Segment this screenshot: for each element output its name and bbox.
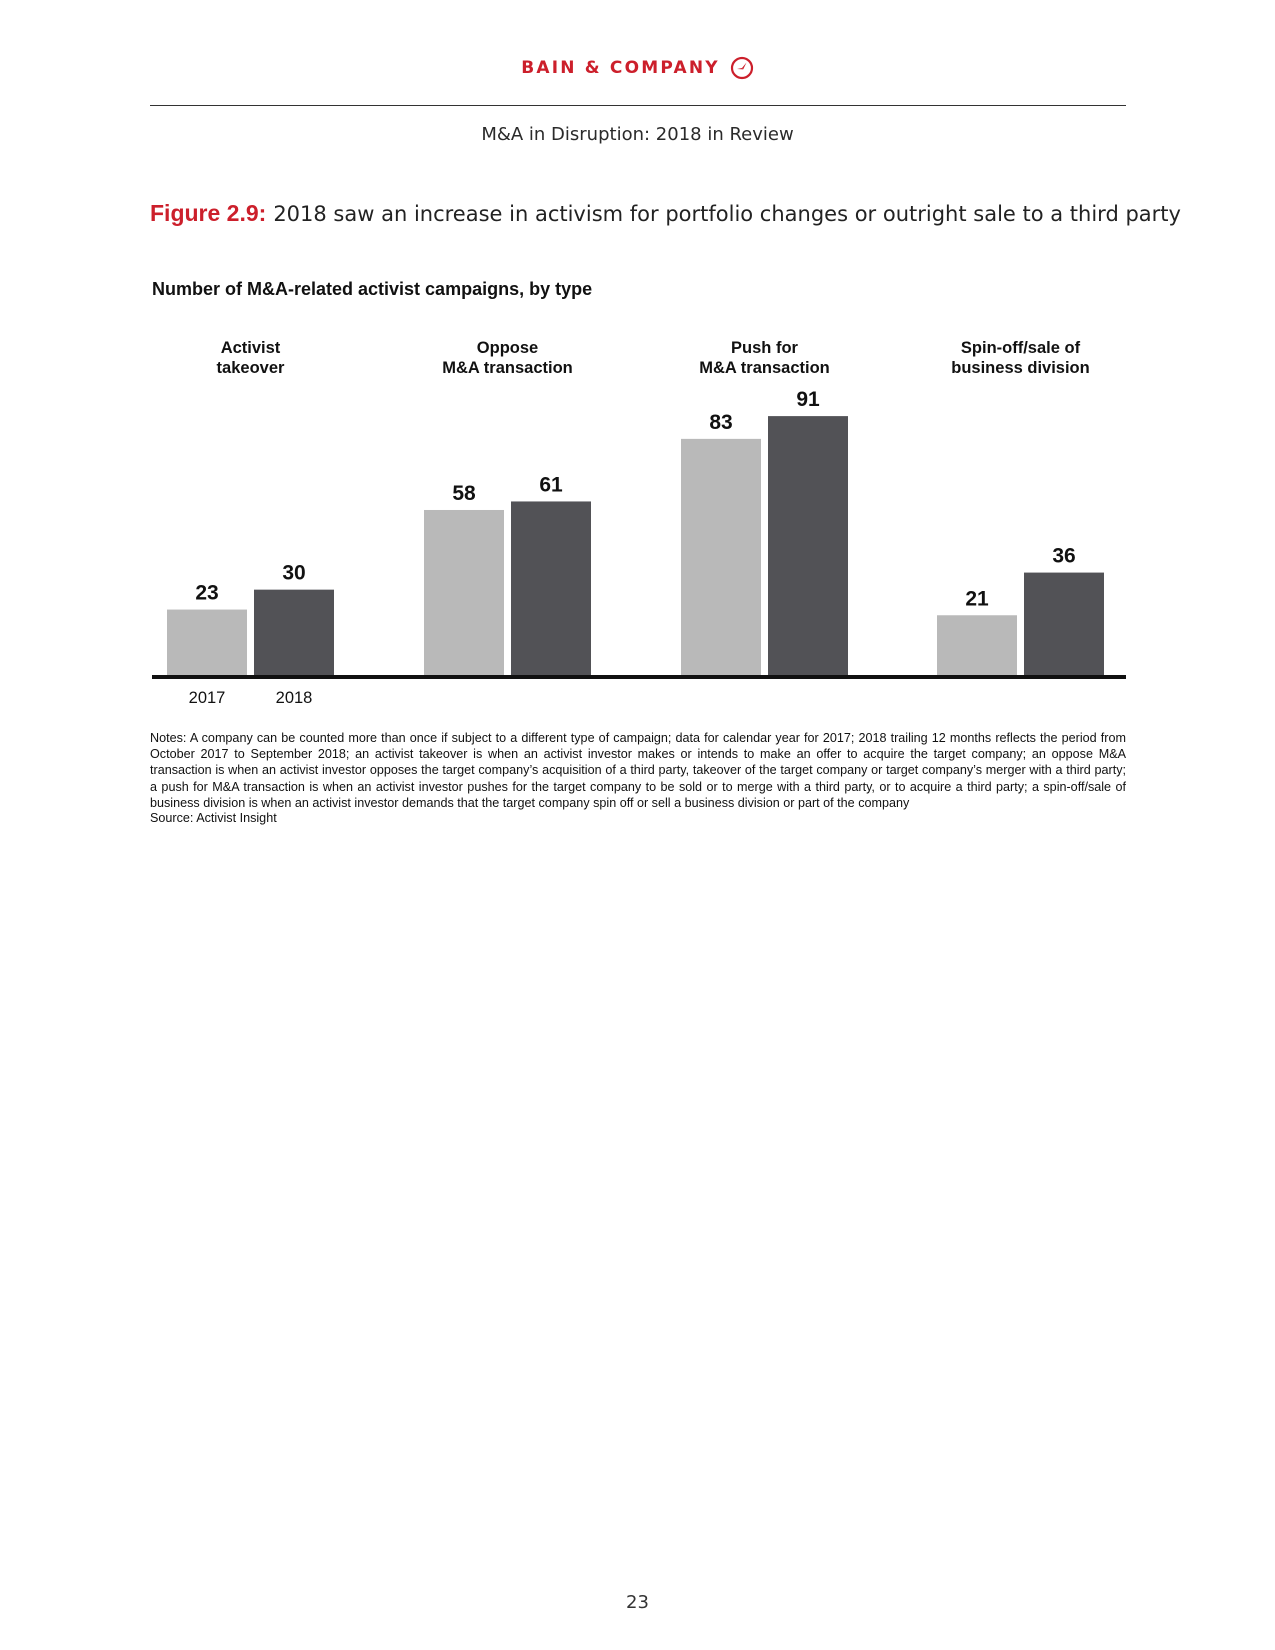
category-label: Oppose xyxy=(476,339,539,357)
data-label: 23 xyxy=(195,581,219,605)
chart-source: Source: Activist Insight xyxy=(150,811,277,825)
data-label: 91 xyxy=(796,388,820,412)
bar-2018 xyxy=(1024,573,1104,675)
data-label: 58 xyxy=(452,481,476,505)
data-label: 61 xyxy=(539,473,563,497)
bar-chart xyxy=(140,330,1140,720)
data-label: 36 xyxy=(1052,544,1076,568)
category-label: Spin-off/sale of xyxy=(960,339,1081,357)
data-label: 30 xyxy=(282,561,306,585)
figure-caption: 2018 saw an increase in activism for portfolio changes or outright sale to a third party xyxy=(273,202,1181,226)
category-label: M&A transaction xyxy=(442,359,573,377)
brand-header xyxy=(0,56,1275,80)
bar-2017 xyxy=(937,615,1017,675)
data-label: 21 xyxy=(965,587,989,611)
header-divider xyxy=(150,105,1126,106)
figure-label: Figure 2.9: xyxy=(150,200,267,226)
page-number: 23 xyxy=(626,1592,649,1613)
bar-2017 xyxy=(167,610,247,675)
data-label: 83 xyxy=(709,410,733,434)
category-label: Push for xyxy=(731,339,798,357)
category-label: business division xyxy=(951,359,1090,377)
category-label: takeover xyxy=(216,359,285,377)
x-tick-label: 2018 xyxy=(275,689,313,707)
report-title: M&A in Disruption: 2018 in Review xyxy=(481,124,794,145)
bar-2017 xyxy=(681,439,761,675)
figure-heading xyxy=(150,200,1181,227)
category-label: M&A transaction xyxy=(699,359,830,377)
x-tick-label: 2017 xyxy=(188,689,226,707)
category-label: Activist xyxy=(220,339,281,357)
bar-2018 xyxy=(254,590,334,675)
bar-2018 xyxy=(511,501,591,675)
chart-title: Number of M&A-related activist campaigns, by type xyxy=(152,279,593,299)
bain-compass-icon xyxy=(730,56,754,80)
bar-2017 xyxy=(424,510,504,675)
bar-2018 xyxy=(768,416,848,675)
brand-name: BAIN & COMPANY xyxy=(521,58,720,78)
chart-notes: Notes: A company can be counted more than once if subject to a different type of campaign; data for calendar year for 2017; 2018 trailing 12 months reflects the period from October 2017 to September 2018; an activist takeover is when an activist investor makes or intends to make an offer to acquire the target company; an oppose M&A transaction is when an activist investor opposes the target company’s acquisition of a third party, takeover of the target company or target company’s merger with a third party; a push for M&A transaction is when an activist investor pushes for the target company to be sold or to merge with a third party, or to acquire a third party; a spin-off/sale of business division is when an activist investor demands that the target company spin off or sell a business division or part of the company xyxy=(150,731,1126,810)
